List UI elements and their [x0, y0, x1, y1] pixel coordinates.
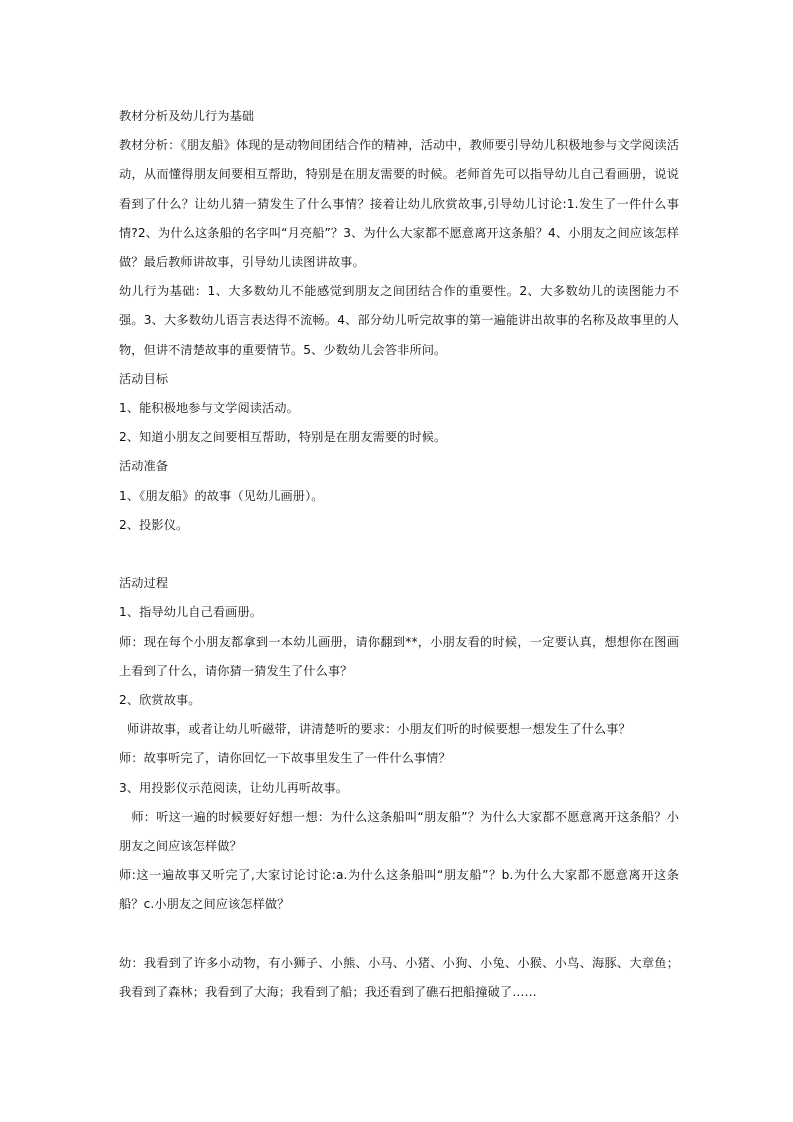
closing-paragraph: 幼：我看到了许多小动物，有小狮子、小熊、小马、小猪、小狗、小兔、小猴、小鸟、海豚、大章鱼；我看到了森林；我看到了大海；我看到了船；我还看到了礁石把船撞破了……: [119, 955, 679, 1000]
paragraph: 1、指导幼儿自己看画册。: [119, 605, 263, 620]
section-heading: 教材分析及幼儿行为基础: [119, 109, 255, 123]
paragraph: 3、用投影仪示范阅读，让幼儿再听故事。: [119, 780, 349, 795]
paragraph: 2、知道小朋友之间要相互帮助，特别是在朋友需要的时候。: [119, 430, 447, 445]
paragraph: 教材分析：《朋友船》体现的是动物间团结合作的精神，活动中，教师要引导幼儿积极地参与文学阅读活动，从而懂得朋友间要相互帮助，特别是在朋友需要的时候。老师首先可以指导幼儿自己看画册，说说看到了什么？让幼儿猜一猜发生了什么事情？接着让幼儿欣赏故事,引导幼儿讨论:1.发生了一件什么事情?2、为什么这条船的名字叫“月亮船”？3、为什么大家都不愿意离开这条船？4、小朋友之间应该怎样做？最后教师讲故事，引导幼儿读图讲故事。: [119, 138, 679, 270]
paragraph: 1、能积极地参与文学阅读活动。: [119, 401, 299, 416]
paragraph: 2、欣赏故事。: [119, 693, 201, 708]
blank-line: [119, 540, 679, 569]
paragraph: 2、投影仪。: [119, 517, 189, 532]
section-heading: 活动目标: [119, 371, 169, 386]
paragraph: 师：故事听完了，请你回忆一下故事里发生了一件什么事情？: [119, 751, 451, 766]
paragraph: 师：听这一遍的时候要好好想一想：为什么这条船叫“朋友船”？为什么大家都不愿意离开这条船？小朋友之间应该怎样做？: [119, 809, 679, 854]
paragraph: 师:这一遍故事又听完了,大家讨论讨论:a.为什么这条船叫“朋友船”？b.为什么大家都不愿意离开这条船？c.小朋友之间应该怎样做？: [119, 868, 679, 912]
paragraph: 幼儿行为基础：1、大多数幼儿不能感觉到朋友之间团结合作的重要性。2、大多数幼儿的读图能力不强。3、大多数幼儿语言表达得不流畅。4、部分幼儿听完故事的第一遍能讲出故事的名称及故事里的人物，但讲不清楚故事的重要情节。5、少数幼儿会答非所问。: [119, 284, 679, 357]
paragraph: 师：现在每个小朋友都拿到一本幼儿画册，请你翻到**，小朋友看的时候，一定要认真，想想你在图画上看到了什么，请你猜一猜发生了什么事？: [119, 634, 679, 678]
section-heading: 活动准备: [119, 459, 169, 474]
paragraph: 师讲故事，或者让幼儿听磁带，讲清楚听的要求：小朋友们听的时候要想一想发生了什么事？: [119, 722, 631, 737]
section-heading: 活动过程: [119, 576, 169, 591]
document-content: [119, 102, 679, 1007]
paragraph: 1、《朋友船》的故事（见幼儿画册）。: [119, 488, 324, 503]
blank-line: [119, 920, 679, 949]
